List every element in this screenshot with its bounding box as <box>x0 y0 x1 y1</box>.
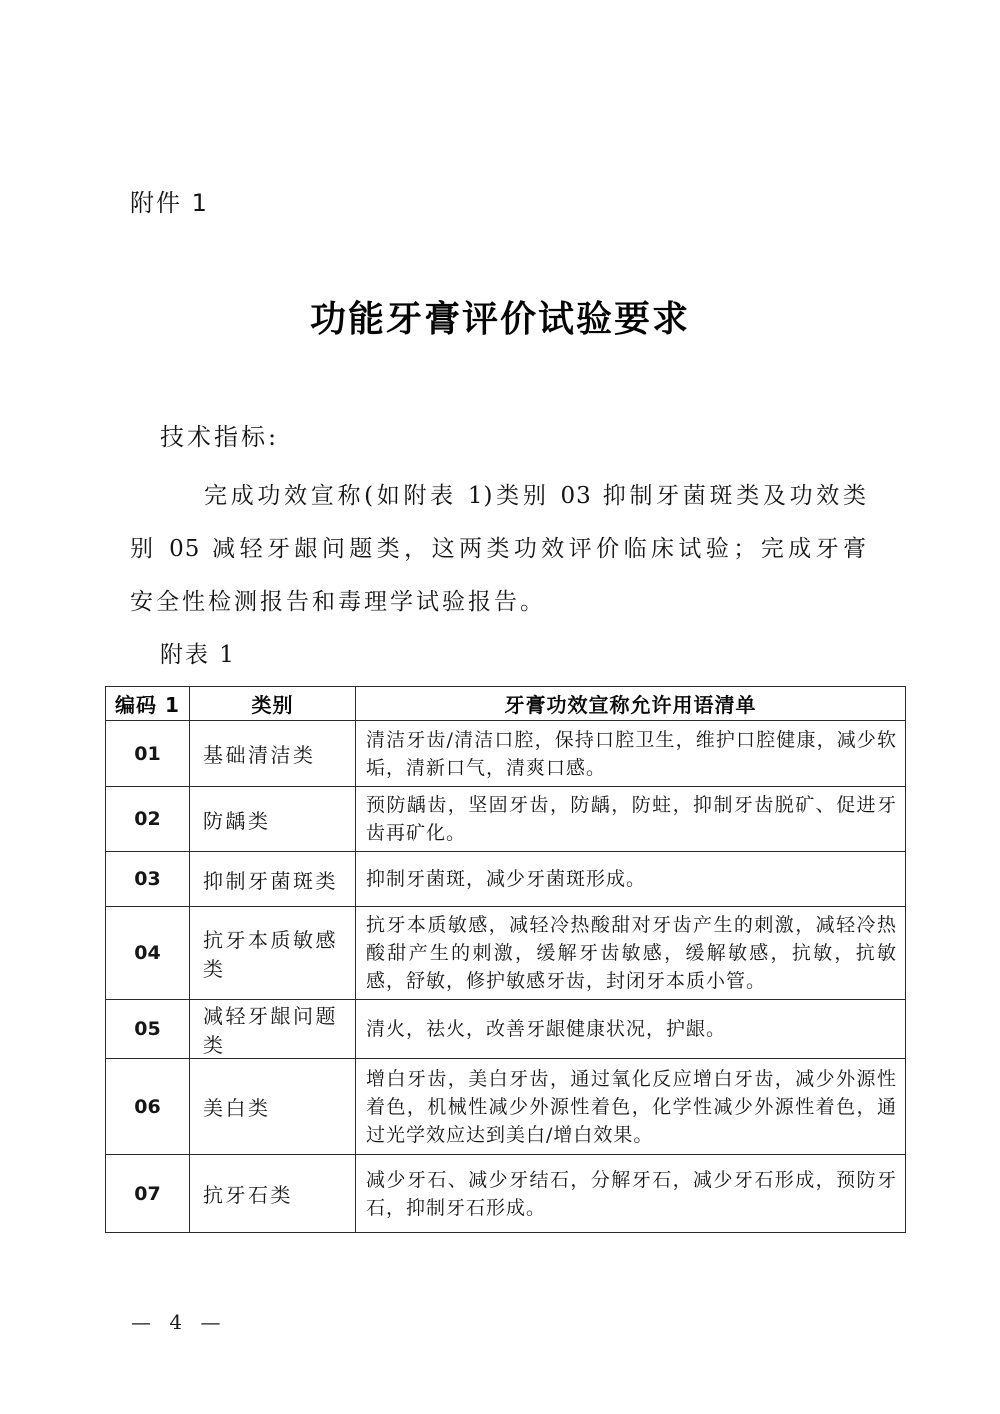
table-row <box>106 907 906 1000</box>
code-cell: 02 <box>106 787 190 852</box>
table-row <box>106 852 906 907</box>
code-cell: 01 <box>106 721 190 787</box>
claims-cell: 抑制牙菌斑，减少牙菌斑形成。 <box>356 852 906 907</box>
table-row <box>106 787 906 852</box>
code-cell: 04 <box>106 907 190 1000</box>
claims-cell: 清火，祛火，改善牙龈健康状况，护龈。 <box>356 1000 906 1059</box>
table-body <box>106 721 906 1233</box>
header-category: 类别 <box>190 687 356 721</box>
table-header-row <box>106 687 906 721</box>
paragraph-line: 完成功效宣称(如附表 1)类别 03 抑制牙菌斑类及功效类 <box>204 483 867 509</box>
table-row <box>106 1155 906 1233</box>
category-cell: 抑制牙菌斑类 <box>190 852 356 907</box>
category-cell: 防龋类 <box>190 787 356 852</box>
code-cell: 05 <box>106 1000 190 1059</box>
category-cell: 减轻牙龈问题类 <box>190 1000 356 1059</box>
body-paragraph <box>130 470 867 629</box>
claims-cell: 抗牙本质敏感，减轻冷热酸甜对牙齿产生的刺激，减轻冷热酸甜产生的刺激，缓解牙齿敏感，缓解敏感，抗敏，抗敏感，舒敏，修护敏感牙齿，封闭牙本质小管。 <box>356 907 906 1000</box>
page-number: — 4 — <box>131 1310 227 1334</box>
code-cell: 06 <box>106 1059 190 1155</box>
header-claims: 牙膏功效宣称允许用语清单 <box>356 687 906 721</box>
header-code: 编码 1 <box>106 687 190 721</box>
claims-table <box>105 686 906 1233</box>
category-cell: 抗牙石类 <box>190 1155 356 1233</box>
code-cell: 07 <box>106 1155 190 1233</box>
paragraph-line: 别 05 减轻牙龈问题类，这两类功效评价临床试验；完成牙膏 <box>130 536 867 562</box>
table-row <box>106 721 906 787</box>
attachment-label: 附件 1 <box>130 189 209 217</box>
section-heading: 技术指标: <box>160 423 280 451</box>
category-cell: 基础清洁类 <box>190 721 356 787</box>
table-row <box>106 1059 906 1155</box>
table-row <box>106 1000 906 1059</box>
claims-cell: 减少牙石、减少牙结石，分解牙石，减少牙石形成，预防牙石，抑制牙石形成。 <box>356 1155 906 1233</box>
table-label: 附表 1 <box>160 642 236 668</box>
category-cell: 美白类 <box>190 1059 356 1155</box>
page-title: 功能牙膏评价试验要求 <box>309 298 690 340</box>
paragraph-line: 安全性检测报告和毒理学试验报告。 <box>130 589 546 615</box>
claims-cell: 预防龋齿，坚固牙齿，防龋，防蛀，抑制牙齿脱矿、促进牙齿再矿化。 <box>356 787 906 852</box>
claims-cell: 增白牙齿，美白牙齿，通过氧化反应增白牙齿，减少外源性着色，机械性减少外源性着色，化学性减少外源性着色，通过光学效应达到美白/增白效果。 <box>356 1059 906 1155</box>
category-cell: 抗牙本质敏感类 <box>190 907 356 1000</box>
code-cell: 03 <box>106 852 190 907</box>
claims-cell: 清洁牙齿/清洁口腔，保持口腔卫生，维护口腔健康，减少软垢，清新口气，清爽口感。 <box>356 721 906 787</box>
